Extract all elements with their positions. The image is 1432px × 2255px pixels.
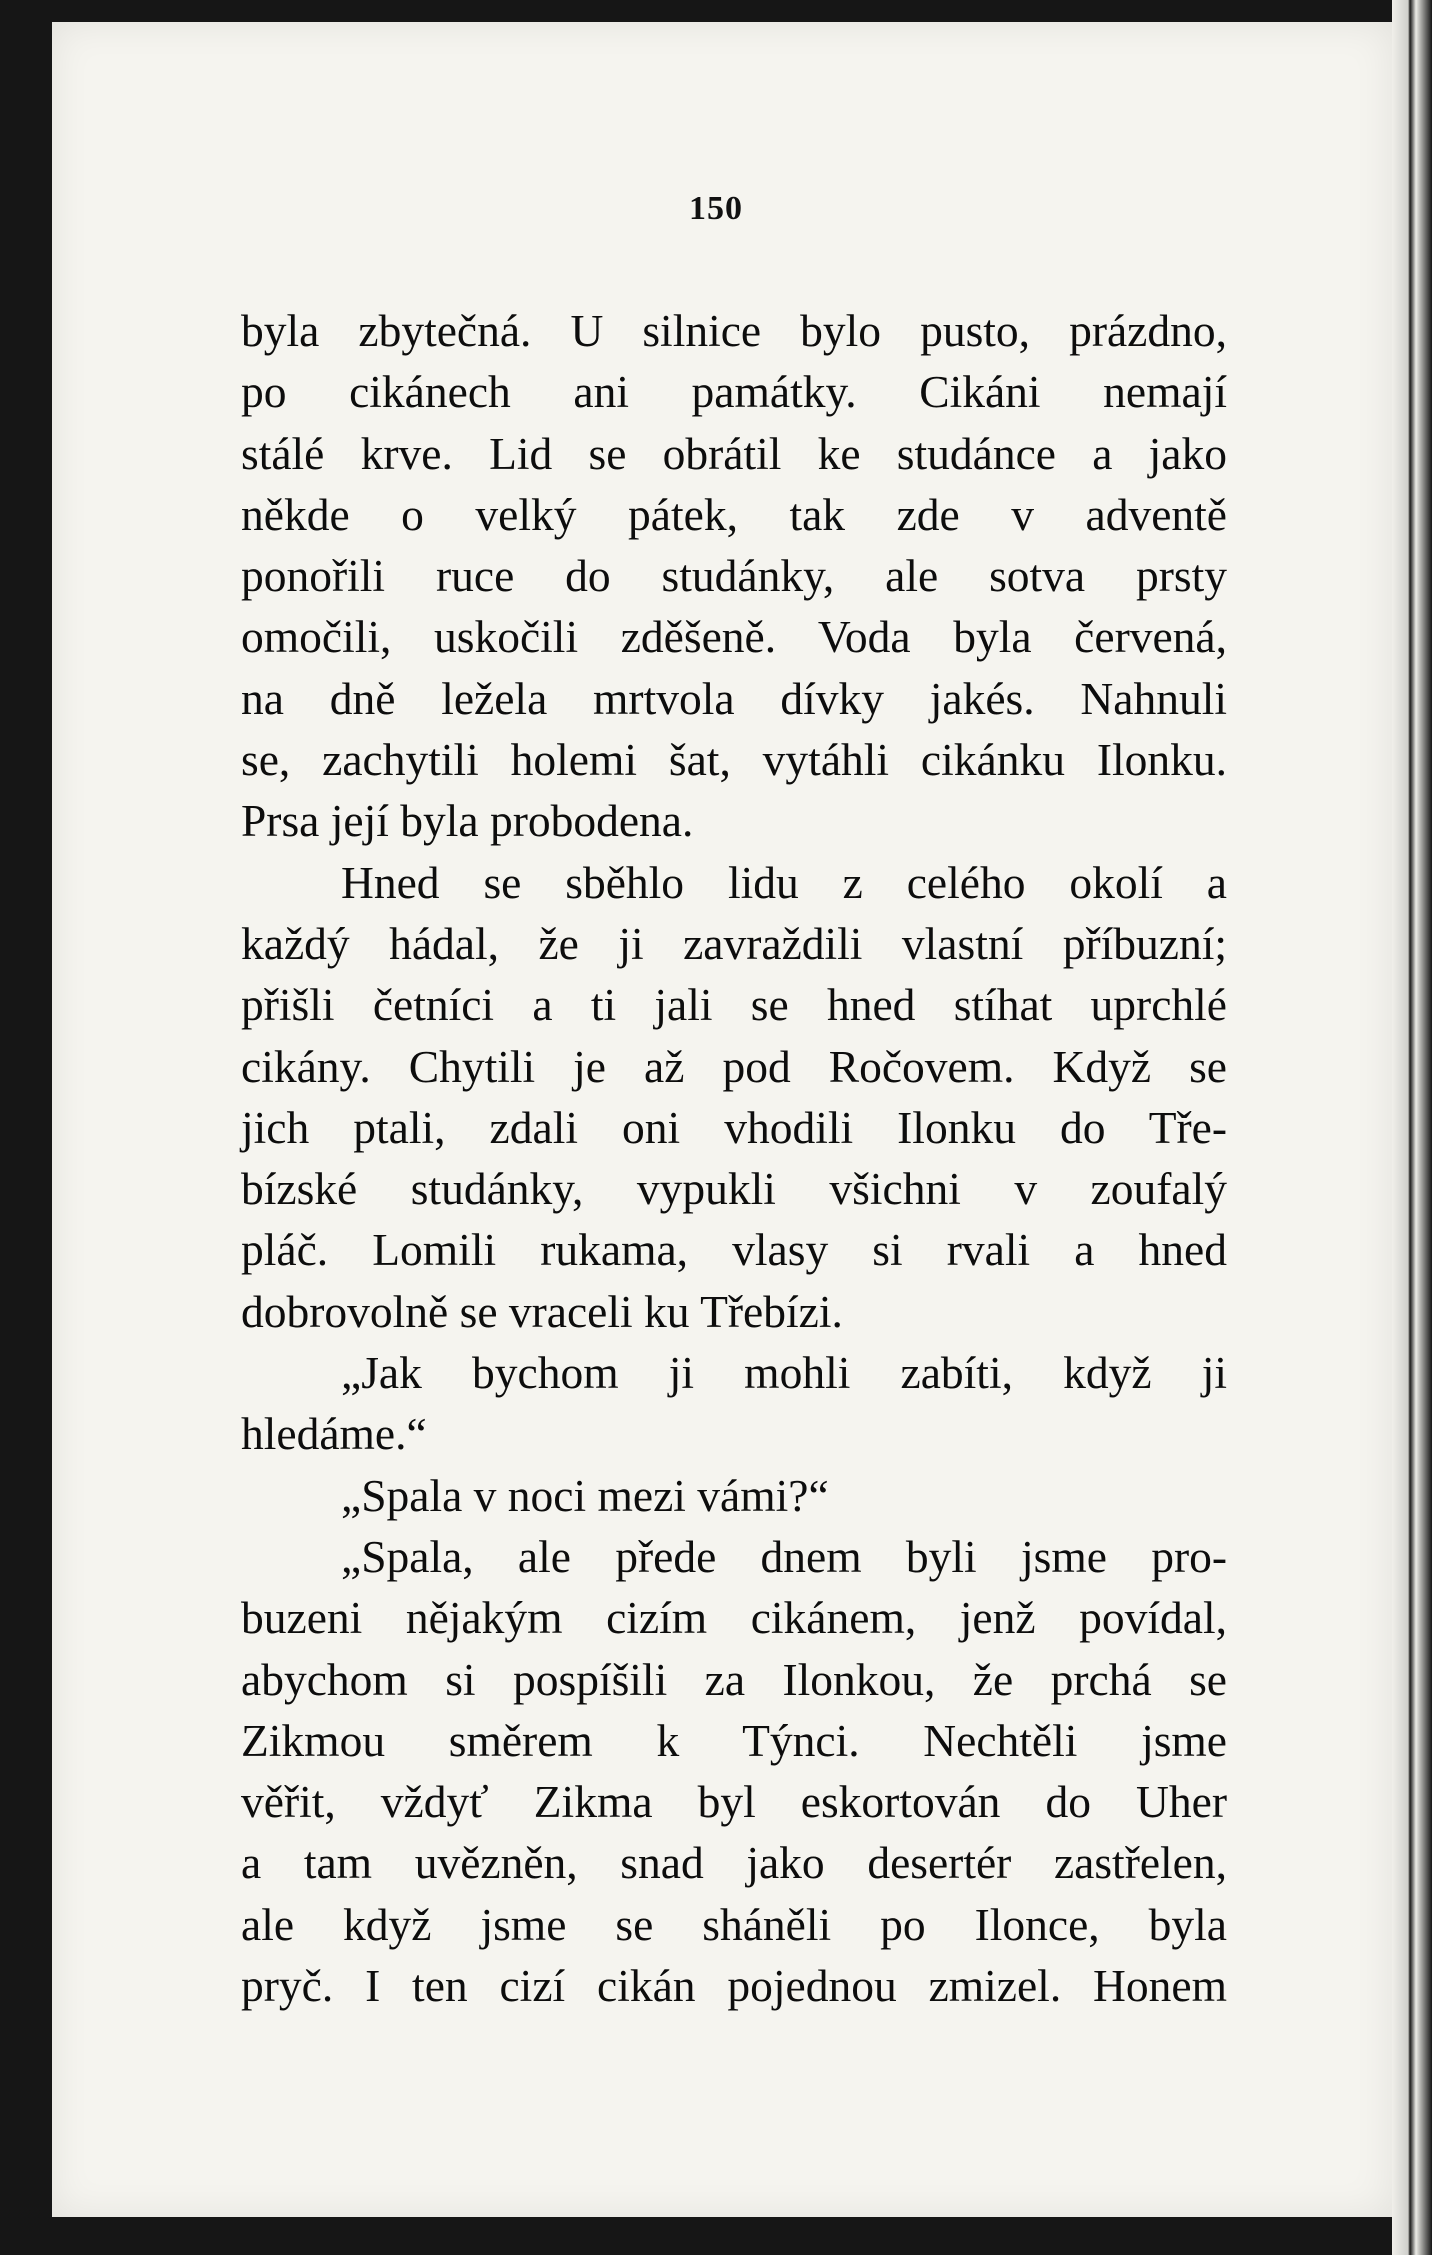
page-number: 150 [689,190,743,227]
text-line: jich ptali, zdali oni vhodili Ilonku do Tře- [241,1101,1227,1153]
text-line: Hned se sběhlo lidu z celého okolí a [341,856,1227,908]
text-line: hledáme.“ [241,1408,427,1460]
text-line: po cikánech ani památky. Cikáni nemají [241,366,1227,418]
text-line: byla zbytečná. U silnice bylo pusto, prázdno, [241,305,1227,356]
text-line: „Jak bychom ji mohli zabíti, když ji [341,1347,1227,1399]
text-line: bízské studánky, vypukli všichni v zoufalý [241,1163,1227,1215]
text-line: pryč. I ten cizí cikán pojednou zmizel. Honem [241,1960,1227,2012]
text-line: abychom si pospíšili za Ilonkou, že prchá se [241,1653,1227,1705]
text-line: „Spala, ale přede dnem byli jsme pro- [341,1530,1227,1582]
text-line: cikány. Chytili je až pod Ročovem. Když se [241,1040,1227,1092]
page-edge [1392,0,1432,2255]
text-line: ponořili ruce do studánky, ale sotva prsty [241,550,1227,602]
text-line: přišli četníci a ti jali se hned stíhat uprchlé [241,979,1227,1031]
text-line: pláč. Lomili rukama, vlasy si rvali a hned [241,1224,1227,1276]
text-line: Prsa její byla probodena. [241,795,694,847]
text-line: dobrovolně se vraceli ku Třebízi. [241,1285,843,1337]
text-line: věřit, vždyť Zikma byl eskortován do Uher [241,1776,1227,1828]
text-line: každý hádal, že ji zavraždili vlastní příbuzní; [241,917,1227,969]
text-line: na dně ležela mrtvola dívky jakés. Nahnuli [241,672,1227,724]
text-line: ale když jsme se sháněli po Ilonce, byla [241,1898,1227,1950]
text-line: buzeni nějakým cizím cikánem, jenž povídal, [241,1592,1227,1644]
body-text [241,300,1227,2016]
text-line: a tam uvězněn, snad jako desertér zastřelen, [241,1837,1227,1889]
text-line: „Spala v noci mezi vámi?“ [341,1469,829,1521]
text-line: někde o velký pátek, tak zde v adventě [241,488,1227,540]
text-line: se, zachytili holemi šat, vytáhli cikánku Ilonku. [241,734,1227,786]
text-line: stálé krve. Lid se obrátil ke studánce a jako [241,427,1227,479]
text-line: Zikmou směrem k Týnci. Nechtěli jsme [241,1714,1227,1766]
text-line: omočili, uskočili zděšeně. Voda byla červená, [241,611,1227,663]
